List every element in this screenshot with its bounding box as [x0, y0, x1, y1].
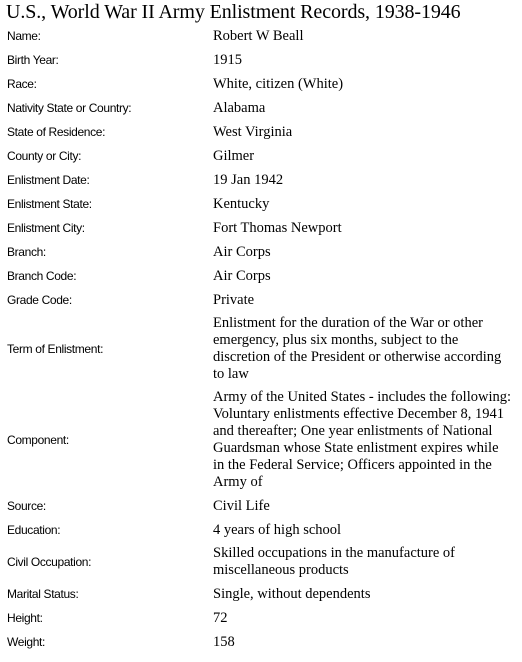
- field-label: Grade Code:: [7, 293, 72, 307]
- record-row-branch: [0, 240, 522, 264]
- field-label: Enlistment State:: [7, 197, 92, 211]
- record-row-enlistment-date: [0, 168, 522, 192]
- field-label: Term of Enlistment:: [7, 342, 104, 356]
- record-row-nativity: [0, 96, 522, 120]
- field-label: Height:: [7, 611, 43, 625]
- field-value: White, citizen (White): [213, 75, 344, 92]
- field-value: Civil Life: [213, 497, 270, 514]
- record-row-birth-year: [0, 48, 522, 72]
- field-value: Private: [213, 291, 255, 308]
- field-label: Component:: [7, 433, 69, 447]
- record-row-marital-status: [0, 582, 522, 606]
- field-value: [213, 542, 522, 582]
- record-row-enlistment-city: [0, 216, 522, 240]
- record-row-race: [0, 72, 522, 96]
- field-value: Kentucky: [213, 195, 270, 212]
- field-label: County or City:: [7, 149, 82, 163]
- field-value: Fort Thomas Newport: [213, 219, 342, 236]
- enlistment-record-table: [0, 24, 522, 654]
- field-value: Alabama: [213, 99, 266, 116]
- field-value-text: Enlistment for the duration of the War or other emergency, plus six months, subject to the discretion of the President or otherwise according to law: [213, 315, 502, 382]
- field-value: 19 Jan 1942: [213, 171, 284, 188]
- field-value: Robert W Beall: [213, 27, 304, 44]
- record-row-height: [0, 606, 522, 630]
- field-value: Gilmer: [213, 147, 255, 164]
- field-label: Branch Code:: [7, 269, 77, 283]
- record-row-term-of-enlistment: [0, 312, 522, 386]
- record-row-weight: [0, 630, 522, 654]
- field-value: Air Corps: [213, 267, 271, 284]
- field-label: Branch:: [7, 245, 46, 259]
- field-value: 158: [213, 633, 235, 650]
- field-label: Education:: [7, 523, 61, 537]
- page-title: U.S., World War II Army Enlistment Records, 1938-1946: [6, 1, 461, 23]
- field-label: State of Residence:: [7, 125, 106, 139]
- record-row-component: [0, 386, 522, 494]
- field-label: Birth Year:: [7, 53, 59, 67]
- field-label: Source:: [7, 499, 46, 513]
- field-label: Enlistment Date:: [7, 173, 90, 187]
- field-value: 4 years of high school: [213, 521, 342, 538]
- field-value: [213, 312, 522, 386]
- field-value: Air Corps: [213, 243, 271, 260]
- field-label: Race:: [7, 77, 37, 91]
- field-label: Name:: [7, 29, 41, 43]
- record-row-education: [0, 518, 522, 542]
- field-value: West Virginia: [213, 123, 293, 140]
- field-value: Single, without dependents: [213, 585, 371, 602]
- field-label: Enlistment City:: [7, 221, 85, 235]
- field-label: Civil Occupation:: [7, 555, 92, 569]
- field-value-text: Skilled occupations in the manufacture of miscellaneous products: [213, 545, 455, 578]
- field-value-text: Army of the United States - includes the following: Voluntary enlistments effective December 8, 1941 and thereafter; One year enlistments of National Guardsman whose State enlistment expires while in the Federal Service; Officers appointed in the Army of: [213, 389, 512, 490]
- field-label: Weight:: [7, 635, 46, 649]
- field-value: 1915: [213, 51, 242, 68]
- record-row-state-of-residence: [0, 120, 522, 144]
- field-value: 72: [213, 609, 228, 626]
- record-row-civil-occupation: [0, 542, 522, 582]
- record-row-name: [0, 24, 522, 48]
- field-label: Nativity State or Country:: [7, 101, 132, 115]
- record-row-county-or-city: [0, 144, 522, 168]
- record-row-source: [0, 494, 522, 518]
- field-value: [213, 386, 522, 494]
- record-row-enlistment-state: [0, 192, 522, 216]
- record-row-branch-code: [0, 264, 522, 288]
- record-row-grade-code: [0, 288, 522, 312]
- field-label: Marital Status:: [7, 587, 79, 601]
